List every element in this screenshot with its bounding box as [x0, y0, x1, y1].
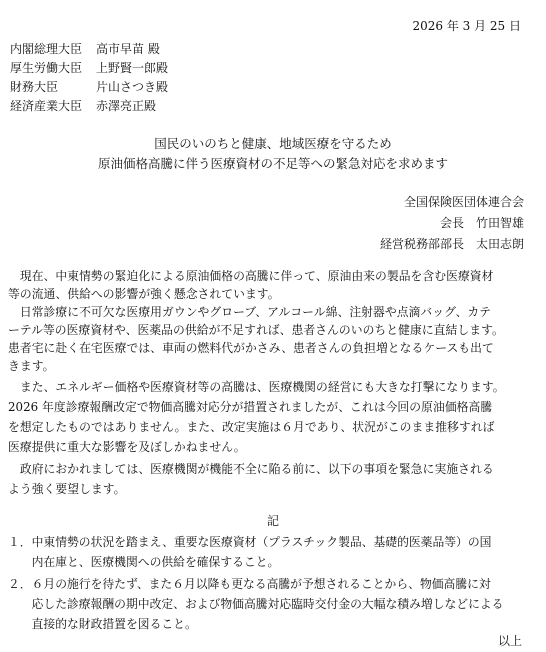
addressee-name: 上野賢一郎殿: [96, 61, 169, 75]
addressee-row: [10, 97, 156, 114]
ki-heading: 記: [266, 514, 279, 528]
body-line: 2026 年度診療報酬改定で物価高騰対応分が措置されましたが、これは今回の原油価格高騰: [8, 400, 493, 414]
document-date: 2026 年 3 月 25 日: [412, 19, 521, 33]
body-line: ーテル等の医療資材や、医薬品の供給が不足すれば、患者さんのいのちと健康に直結します。: [8, 323, 504, 337]
addressee-row: [10, 59, 168, 76]
addressee-role: 経済産業大臣: [10, 99, 83, 113]
closing-ijo: 以上: [497, 634, 522, 648]
request-item-line: 応した診療報酬の期中改定、および物価高騰対応臨時交付金の大幅な積み増しなどによる: [8, 597, 504, 611]
request-item-line: ２．６月の施行を待たず、また６月以降も更なる高騰が予想されることから、物価高騰に対: [8, 577, 491, 591]
addressee-role: 内閣総理大臣: [10, 42, 83, 56]
body-line: 政府におかれましては、医療機関が機能不全に陥る前に、以下の事項を緊急に実施される: [8, 462, 494, 476]
sender-organization: 全国保険医団体連合会: [403, 195, 524, 209]
addressee-name: 高市早苗 殿: [96, 42, 160, 56]
body-line: 患者宅に赴く在宅医療では、車両の燃料代がかさみ、患者さんの負担増となるケースも出て: [8, 341, 494, 355]
addressee-name: 片山さつき殿: [96, 80, 169, 94]
body-line: よう強く要望します。: [8, 482, 126, 496]
body-line: 等の流通、供給への影響が強く懸念されています。: [8, 287, 280, 301]
addressee-role: 財務大臣: [10, 80, 59, 94]
title-line-1: 国民のいのちと健康、地域医療を守るため: [154, 136, 392, 151]
body-line: を想定したものではありません。また、改定実施は６月であり、状況がこのまま推移すれば: [8, 420, 495, 434]
addressee-role: 厚生労働大臣: [10, 61, 83, 75]
body-line: 現在、中東情勢の緊迫化による原油価格の高騰に伴って、原油由来の製品を含む医療資材: [8, 269, 494, 283]
addressee-name: 赤澤亮正殿: [96, 99, 157, 113]
sender-department-head: 経営税務部部長 太田志朗: [379, 237, 524, 251]
body-line: きます。: [8, 359, 55, 373]
addressee-row: [10, 78, 168, 95]
body-line: 日常診療に不可欠な医療用ガウンやグローブ、アルコール綿、注射器や点滴バッグ、カテ: [8, 305, 492, 319]
sender-president: 会長 竹田智雄: [439, 216, 524, 230]
request-item-line: 内在庫と、医療機関への供給を確保すること。: [8, 555, 280, 569]
request-item-line: １．中東情勢の状況を踏まえ、重要な医療資材（プラスチック製品、基礎的医薬品等）の国: [8, 535, 492, 549]
body-line: 医療提供に重大な影響を及ぼしかねません。: [8, 440, 246, 454]
title-line-2: 原油価格高騰に伴う医療資材の不足等への緊急対応を求めます: [97, 156, 448, 171]
request-item-line: 直接的な財政措置を図ること。: [8, 617, 197, 631]
addressee-row: [10, 40, 160, 57]
body-line: また、エネルギー価格や医療資材等の高騰は、医療機関の経営にも大きな打撃になります。: [8, 380, 505, 394]
